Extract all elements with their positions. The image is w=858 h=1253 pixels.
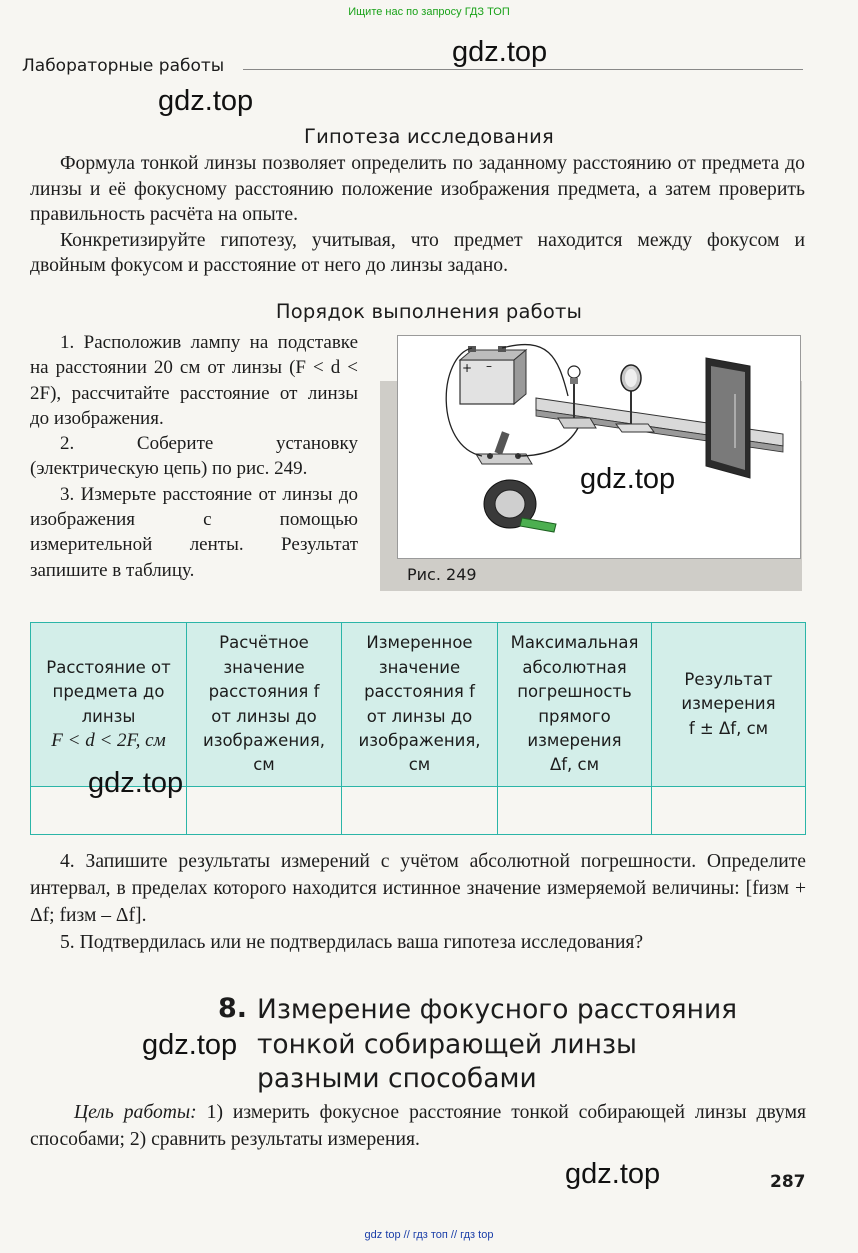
table-cell[interactable] [342,787,498,835]
figure-caption: Рис. 249 [407,565,477,584]
results-table [30,622,806,835]
chapter-number: 8. [218,993,248,1024]
header-cell-distance: Расстояние от предмета до линзы F < d < 2F, см [31,623,187,787]
lab-goal [30,1099,806,1153]
goal-label: Цель работы: [74,1102,197,1123]
header-rule [243,69,803,70]
chapter-title-line-1: Измерение фокусного расстояния [257,994,738,1025]
chapter-title [257,993,737,1097]
search-banner[interactable]: Ищите нас по запросу ГДЗ ТОП [348,6,510,18]
procedure-steps-continued [30,848,806,956]
chapter-title-line-3: разными способами [257,1063,537,1094]
section-heading-procedure: Порядок выполнения работы [275,300,583,323]
table-cell[interactable] [498,787,652,835]
hypothesis-text [30,151,805,279]
chapter-title-line-2: тонкой собирающей линзы [257,1028,637,1060]
watermark: gdz.top [452,36,548,68]
header-cell-measured: Измеренное значение расстояния f от линзы до изображения, см [342,623,498,787]
table-header-row [31,623,806,787]
lamp-icon [558,366,596,428]
watermark: gdz.top [580,463,676,495]
battery-icon [460,346,526,404]
step-4: 4. Запишите результаты измерений с учётом абсолютной погрешности. Определите интервал, в пределах которого находится истинное значение измеряемой величины: [fизм + Δf; fизм – Δf]. [30,851,806,926]
step-2: 2. Соберите установку (электрическую цепь) по рис. 249. [30,433,358,480]
figure-249 [397,335,801,559]
table-cell[interactable] [187,787,342,835]
watermark: gdz.top [565,1158,661,1190]
watermark: gdz.top [142,1029,238,1061]
header-cell-error: Максимальная абсолютная погрешность прямого измерения Δf, см [498,623,652,787]
hypothesis-paragraph-2: Конкретизируйте гипотезу, учитывая, что предмет находится между фокусом и двойным фокусом и расстояние от него до линзы задано. [30,228,805,276]
measuring-tape-icon [484,480,556,532]
section-heading-hypothesis: Гипотеза исследования [304,125,554,148]
running-head: Лабораторные работы [22,56,225,76]
footer-links[interactable]: gdz top // гдз топ // гдз top [364,1229,494,1241]
step-1: 1. Расположив лампу на подставке на расстоянии 20 см от линзы (F < d < 2F), рассчитайте расстояние от линзы до изображения. [30,332,358,429]
page-number: 287 [770,1172,806,1192]
goal-text: 1) измерить фокусное расстояние тонкой собирающей линзы двумя способами; 2) сравнить результаты измерения. [30,1102,807,1150]
lab-setup-illustration [398,336,800,558]
watermark: gdz.top [158,85,254,117]
battery-minus-label: – [486,359,492,373]
watermark: gdz.top [88,767,184,799]
table-cell[interactable] [652,787,806,835]
step-3: 3. Измерьте расстояние от линзы до изображения с помощью измерительной ленты. Результат запишите в таблицу. [30,483,358,581]
hypothesis-paragraph-1: Формула тонкой линзы позволяет определить по заданному расстоянию от предмета до линзы и её фокусному расстоянию положение изображения предмета, а затем проверить правильность расчёта на опыте. [30,152,805,225]
header-cell-result: Результат измерения f ± Δf, см [652,623,806,787]
switch-icon [476,431,532,464]
battery-plus-label: + [462,361,473,375]
procedure-steps [30,330,358,583]
header-cell-calculated: Расчётное значение расстояния f от линзы до изображения, см [187,623,342,787]
step-5: 5. Подтвердилась или не подтвердилась ваша гипотеза исследования? [60,932,644,953]
